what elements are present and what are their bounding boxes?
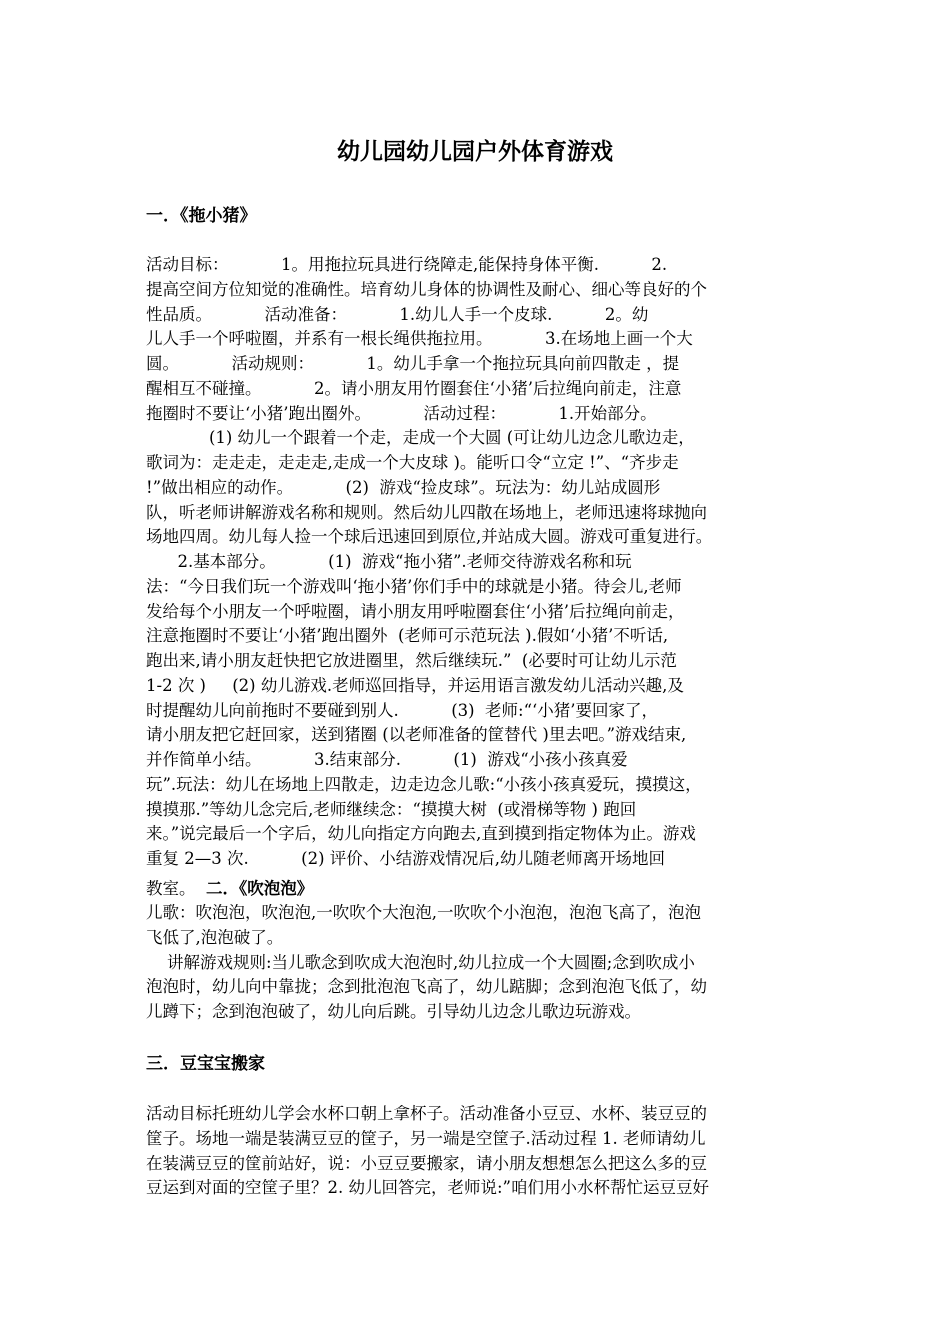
section-1-line: !”做出相应的动作。 (2) 游戏“捡皮球”。玩法为：幼儿站成圆形 xyxy=(146,477,661,497)
section-2-line: 讲解游戏规则:当儿歌念到吹成大泡泡时,幼儿拉成一个大圆圈;念到吹成小 xyxy=(146,952,695,972)
section-1-line: 时提醒幼儿向前拖时不要碰到别人. (3) 老师:“‘小猪’要回家了， xyxy=(146,700,659,720)
section-1-last-line xyxy=(146,877,816,901)
section-1-line: 法：“今日我们玩一个游戏叫‘拖小猪’你们手中的球就是小猪。待会儿,老师 xyxy=(146,576,682,596)
section-heading-3: 三．豆宝宝搬家 xyxy=(146,1054,265,1074)
section-1-line: 提高空间方位知觉的准确性。培育幼儿身体的协调性及耐心、细心等良好的个 xyxy=(146,279,707,299)
section-1-line: 队，听老师讲解游戏名称和规则。然后幼儿四散在场地上，老师迅速将球抛向 xyxy=(146,502,707,522)
section-1-line: 性品质。 活动准备： 1.幼儿人手一个皮球. 2。幼 xyxy=(146,304,649,324)
section-3-line: 活动目标托班幼儿学会水杯口朝上拿杯子。活动准备小豆豆、水杯、装豆豆的 xyxy=(146,1104,707,1123)
section-1-line: 儿人手一个呼啦圈，并系有一根长绳供拖拉用。 3.在场地上画一个大 xyxy=(146,329,693,349)
section-1-line: 请小朋友把它赶回家，送到猪圈 (以老师准备的筐替代 )里去吧。”游戏结束, xyxy=(146,725,687,745)
section-1-line: 歌词为：走走走，走走走,走成一个大皮球 )。能听口令“立定 !”、“齐步走 xyxy=(146,453,679,472)
document-title: 幼儿园幼儿园户外体育游戏 xyxy=(337,139,613,165)
section-1-line: 并作简单小结。 3.结束部分. (1) 游戏“小孩小孩真爱 xyxy=(146,750,628,769)
section-heading-2: 二．《吹泡泡》 xyxy=(206,879,314,898)
section-1-line: 摸摸那.”等幼儿念完后,老师继续念：“摸摸大树 (或滑梯等物 ) 跑回 xyxy=(146,799,637,819)
section-1-line: 1-2 次 ) (2) 幼儿游戏.老师巡回指导，并运用语言激发幼儿活动兴趣,及 xyxy=(146,675,684,695)
section-3-line: 豆运到对面的空筐子里？2. 幼儿回答完，老师说:”咱们用小水杯帮忙运豆豆好 xyxy=(146,1178,709,1198)
section-1-line: 场地四周。幼儿每人捡一个球后迅速回到原位,并站成大圆。游戏可重复进行。 xyxy=(146,527,713,547)
section-1-line: 重复 2—3 次. (2) 评价、小结游戏情况后,幼儿随老师离开场地回 xyxy=(146,849,666,868)
section-2-line: 泡泡时，幼儿向中靠拢；念到批泡泡飞高了，幼儿踮脚；念到泡泡飞低了，幼 xyxy=(146,977,707,997)
section-1-line: 来。”说完最后一个字后，幼儿向指定方向跑去,直到摸到指定物体为止。游戏 xyxy=(146,824,696,844)
section-1-line: 活动目标： 1。用拖拉玩具进行绕障走,能保持身体平衡. 2. xyxy=(146,255,668,274)
section-1-line: 跑出来,请小朋友赶快把它放进圈里，然后继续玩.” (必要时可让幼儿示范 xyxy=(146,651,677,670)
section-3-line: 在装满豆豆的筐前站好，说：小豆豆要搬家，请小朋友想想怎么把这么多的豆 xyxy=(146,1153,707,1173)
section-2-line: 儿歌：吹泡泡，吹泡泡,一吹吹个大泡泡,一吹吹个小泡泡，泡泡飞高了，泡泡 xyxy=(146,903,701,922)
section-2-line: 飞低了,泡泡破了。 xyxy=(146,927,284,947)
section-1-line: (1) 幼儿一个跟着一个走，走成一个大圆 (可让幼儿边念儿歌边走， xyxy=(146,428,695,448)
section-heading-1: 一．《拖小猪》 xyxy=(146,206,257,226)
section-1-line: 发给每个小朋友一个呼啦圈，请小朋友用呼啦圈套住‘小猪’后拉绳向前走， xyxy=(146,601,685,621)
section-1-line: 拖圈时不要让‘小猪’跑出圈外。 活动过程： 1.开始部分。 xyxy=(146,403,657,423)
section-1-line: 醒相互不碰撞。 2。请小朋友用竹圈套住‘小猪’后拉绳向前走，注意 xyxy=(146,378,682,398)
section-2-line: 儿蹲下；念到泡泡破了，幼儿向后跳。引导幼儿边念儿歌边玩游戏。 xyxy=(146,1002,641,1021)
section-1-last-text: 教室。 xyxy=(146,879,206,898)
section-1-line: 圆。 活动规则： 1。幼儿手拿一个拖拉玩具向前四散走 ，提 xyxy=(146,354,680,373)
section-1-line: 玩”.玩法：幼儿在场地上四散走，边走边念儿歌:“小孩小孩真爱玩，摸摸这， xyxy=(146,774,702,794)
section-3-line: 筐子。场地一端是装满豆豆的筐子，另一端是空筐子.活动过程 1. 老师请幼儿 xyxy=(146,1128,706,1148)
section-1-line: 注意拖圈时不要让‘小猪’跑出圈外 (老师可示范玩法 ).假如‘小猪’不听话, xyxy=(146,626,669,646)
section-1-line: 2.基本部分。 (1) 游戏“拖小猪”.老师交待游戏名称和玩 xyxy=(146,552,632,571)
